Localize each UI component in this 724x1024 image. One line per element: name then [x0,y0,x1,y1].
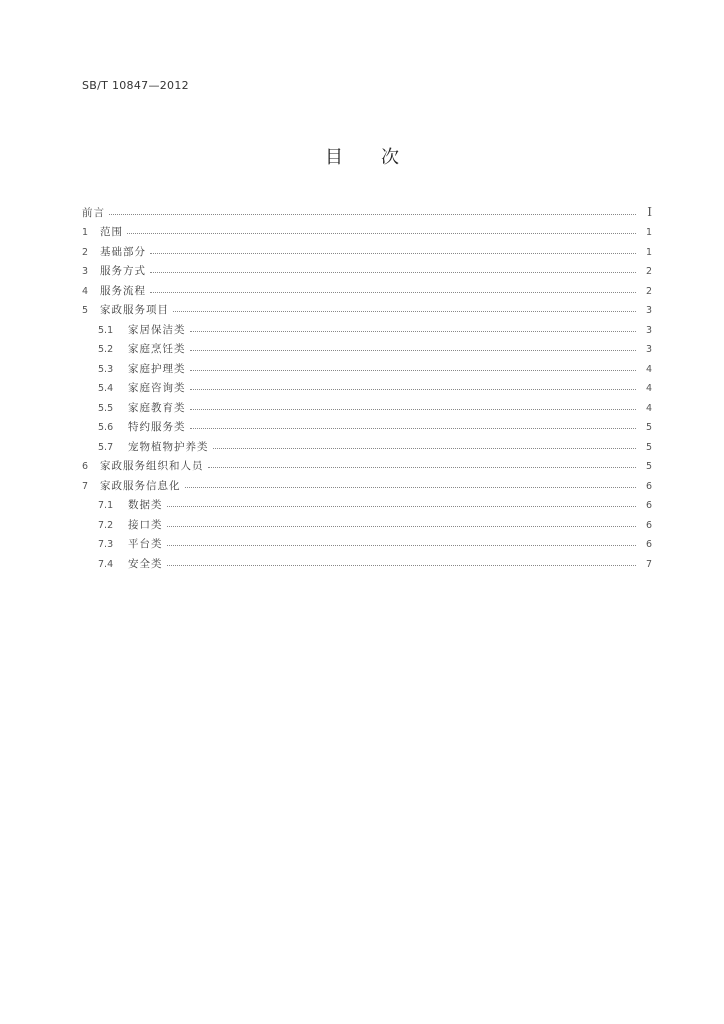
toc-entry-number: 7.2 [98,519,114,531]
toc-entry[interactable] [82,317,652,337]
toc-entry[interactable] [82,259,652,279]
toc-entry-number: 5.1 [98,324,114,336]
toc-entry-label: 家庭咨询类 [128,382,186,394]
toc-entry-number: 5.7 [98,441,114,453]
dot-leader [185,487,637,488]
toc-entry-page-number: 5 [645,422,652,433]
dot-leader [127,233,636,234]
toc-entry-page-number: 6 [645,519,652,531]
toc-entry-label: 家庭护理类 [128,362,186,375]
toc-entry-label: 范围 [100,226,123,238]
toc-entry-number: 4 [82,285,89,297]
toc-entry-number: 7.1 [98,500,114,511]
toc-entry-number: 5.4 [98,383,114,394]
dot-leader [208,467,637,468]
toc-entry-label: 平台类 [128,538,163,550]
dot-leader [150,272,636,273]
table-of-contents [82,200,652,571]
toc-entry-label: 服务流程 [100,284,146,297]
toc-entry-label: 家庭教育类 [128,401,186,414]
toc-entry-label: 特约服务类 [128,421,186,433]
dot-leader [167,526,637,527]
toc-entry-page-number: 6 [645,539,652,550]
toc-entry-page-number: 7 [645,558,652,570]
toc-entry-number: 7.4 [98,558,114,570]
toc-entry-page-number: 4 [645,363,652,375]
toc-entry-number: 6 [82,461,89,472]
toc-entry-number: 5 [82,305,89,316]
toc-entry-page-number: 5 [645,441,652,453]
toc-entry[interactable] [82,434,652,454]
dot-leader [167,506,637,507]
toc-entry-label: 安全类 [128,557,163,570]
dot-leader [190,350,637,351]
dot-leader [213,448,637,449]
toc-entry[interactable] [82,454,652,474]
toc-entry-number: 7 [82,480,89,492]
toc-entry-label: 家政服务信息化 [100,479,181,492]
dot-leader [190,389,637,390]
toc-entry[interactable] [82,278,652,298]
toc-entry[interactable] [82,395,652,415]
toc-entry-page-number: 3 [645,305,652,316]
toc-entry[interactable] [82,356,652,376]
toc-entry-page-number: 6 [645,480,652,492]
toc-entry[interactable] [82,551,652,571]
toc-entry-label: 基础部分 [100,245,146,258]
dot-leader [167,545,637,546]
toc-entry[interactable] [82,239,652,259]
toc-entry-page-number: Ⅰ [647,204,652,219]
toc-entry[interactable] [82,473,652,493]
standard-code: SB/T 10847—2012 [82,79,189,92]
toc-entry-page-number: 4 [645,402,652,414]
toc-entry-label: 家庭烹饪类 [128,343,186,355]
toc-entry-label: 宠物植物护养类 [128,440,209,453]
toc-entry-page-number: 2 [645,285,652,297]
toc-entry-page-number: 6 [645,500,652,511]
toc-entry-page-number: 1 [645,227,652,238]
toc-entry[interactable] [82,298,652,318]
toc-entry-label: 接口类 [128,518,163,531]
toc-entry-label: 前言 [82,206,105,219]
dot-leader [190,428,637,429]
toc-entry-label: 家居保洁类 [128,323,186,336]
dot-leader [190,331,637,332]
toc-entry-number: 5.6 [98,422,114,433]
dot-leader [150,292,636,293]
toc-entry[interactable] [82,200,652,220]
toc-entry-page-number: 3 [645,324,652,336]
dot-leader [150,253,636,254]
toc-entry[interactable] [82,512,652,532]
toc-entry-number: 7.3 [98,539,114,550]
toc-entry[interactable] [82,493,652,513]
toc-entry-number: 5.2 [98,344,114,355]
toc-entry-number: 2 [82,246,89,258]
dot-leader [190,409,637,410]
toc-entry-number: 5.3 [98,363,114,375]
toc-entry-page-number: 1 [645,246,652,258]
toc-entry[interactable] [82,220,652,240]
toc-entry-page-number: 3 [645,344,652,355]
page-title: 目次 [325,147,437,168]
toc-entry[interactable] [82,376,652,396]
toc-entry[interactable] [82,337,652,357]
toc-entry-label: 数据类 [128,499,163,511]
toc-entry[interactable] [82,532,652,552]
toc-entry-label: 服务方式 [100,265,146,277]
toc-entry-label: 家政服务项目 [100,304,169,316]
toc-entry-number: 1 [82,227,89,238]
dot-leader [190,370,637,371]
dot-leader [173,311,636,312]
dot-leader [167,565,637,566]
toc-entry-number: 5.5 [98,402,114,414]
toc-entry-page-number: 5 [645,461,652,472]
toc-entry-page-number: 2 [645,266,652,277]
toc-entry[interactable] [82,415,652,435]
toc-entry-label: 家政服务组织和人员 [100,460,204,472]
toc-entry-page-number: 4 [645,383,652,394]
dot-leader [109,214,636,215]
toc-entry-number: 3 [82,266,89,277]
